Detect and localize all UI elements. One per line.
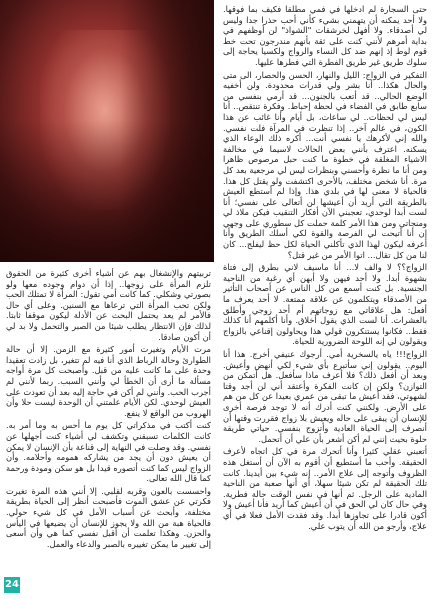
paragraph: واحسست بالعون وقربه لقلبي. إلا أنني هذه المرة تغيرت فكرتي عن عشق الموت فأصبحت أنظر إلى الحياة بطريقة مختلفة، وأبحث عن أسباب الأمل في كل شيء حولي. فالحياة هبة من الله ولا يجوز للإنسان أن يضيعها في اليأس والحزن. وهكذا تعلمت أن أقبل نفسي كما هي وأن أسعى إلى تغيير ما يمكن تغييره بالصبر والدعاء والعمل.	[6, 485, 211, 549]
paragraph: أتعبني عقلي كثيرا وأنا أتحرك مرة في كل اتجاه لأعرف الحقيقة. وأحب ما أستطيع أن أقوم به الآن أن أستغل هذه الظروف وأتوجه إلى علاج الأمر.. إنه شيء بين أيدينا. كانت تلك الحقيقة لم تكن شيئا سهلا، أي أنها صعبة من الناحية المادية على الرجل. ثم أنها في نفس الوقت حالة فطرية. وفي حال كان لي الحق في أن أعيش كما أريد فأنا أعيش ولا أكون قادرا على تجاوزها أبدا. وقد فقدت الأمل فعلا في أي علاج، وأرجو من الله أن يتوب علي.	[223, 446, 427, 531]
paragraph: تربيتهم والإنشغال بهم عن أشياء أخرى كثيرة من الحقوق تلزم المرأة على زوجها.. إذا أن دوام وجوده معها ولو بصورتي وشكلي. كما كانت أمي تقول: المرأة لا تمتلك الحب ولكن تحب المرأة التي ترعاها مع السنين. وعلى أي حال فالأمر لم يعد يحتمل البحث عن الأدلة ليكون موقفا ثابتا. لذلك فإن الانتظار يطلب شيئا من الصبر والتحمل ولا بد لي أن أكون صادقا.	[6, 268, 211, 342]
paragraph: كنت أكتب في مذكراتي كل يوم ما أحس به وما أمر به. كانت الكلمات تسبقني وتكشف لي أشياء كنت أجهلها عن نفسي. وقد وصلت في النهاية إلى قناعة بأن الإنسان لا يمكن أن يعيش دون أن يجد من يشاركه همومه وأحلامه. وأن الزواج ليس كما كنت أتصوره قيدا بل هو سكن ومودة ورحمة كما قال الله تعالى.	[6, 420, 211, 484]
paragraph: حتى السجارة لم ادخلها في فمي مطلقا فكيف بما فوقها. ولا أحد يمكنه أن يتهمني بشيء كأني أحب حذرا جدا وليس لي أصدقاء. ولا أفهل لخرشقات "الشواذ" لن أوظفهم في بداية أمرهم لأنني كنت على ثقة بأنهم مندرجون تحت خط قوم لوط إذ إنهم ضد كل النساء والرواج ولكسيا يحاجة إلى سلوك طريق غير طريق الفطرة التي فطرها عليها.	[223, 4, 427, 67]
article-photo	[0, 0, 214, 262]
article-column-right	[223, 4, 427, 578]
page-number: 24	[4, 577, 20, 593]
photo-shadow-bottom	[0, 120, 214, 262]
paragraph: التفكير في الزواج: الليل والنهار، الحسن والحصار، الى متى والحال هكذا.. أنا بشر ولي قدرات محدودة. ولن أخفيه الوضع الحالي.. قد أتعب بالجنون... قد أرمي بنفسي من سابع طابق في الفضاء في لحظة إحباط. وفكرة تنتقص.. أنا ليس لي لحظات.. لي ساعات، بل أيام وأنا غائب عن هذا الكون، في عالم آخر.. إذا تنظرت في المرآة فلت نفسي. والله إني لأكرهك يا نفسي أنت... أكره ذلك الوعاء الذي يسكنه. اعترف بأنني بعض الحالات لاسيما في مخالفة الاشياء المغلقة في خطوة ما كنت حبل مرصوص ظاهرا ومن أنا ما نظرة وأحسني وبنظرات ليس لي مرجعية بعد كل مرة. أنا شخص مختلف، بالأحرى اكتشفت ولو يقتل كل هذا. فالحياة لا معنى لها في بلدي هذا. وإذا لم أستطع العيش بالطريقة التي أريد أن أعيشها لن أتعالى على نفسي؛ أنا لست أبدا لوحدي، تعجبني الآن أفكار التنقيب فيكن ملاذ لي ومنجاتي ومن هذا الأمر كلمة حملت كل سطوري على وجهي إن أنا أتيحت لي الفرصة والقوة لكي أسلك الطريق وأنا أعرفه ليكون لهذا الذي تأكلني الحياة لكل حظ ليفلج... كان لنا من كل تقال... اتوا الأمر من غير قتل؟	[223, 69, 427, 260]
paragraph: الزواج!!! ياه يالسخرية أمي. أرجوك عنيفي أخرج. هذا أنا اليوم.. يقولون إني سأتبرع بأي شيء لكي أنهض وأعيش. وبعد أن أفعل ذلك؟ فلا أعرف ماذا سأفعل. هل أتمكن من التوازن؟ ولكن إن كانت الفكرة وأعتقد أني لن أجد وقتا لشهوتي، فقد أعيش ما تبقى من عمري بعيدا عن كل من هم على الأرض. ولكنني كنت أدرك أنه لا توجد فرصة أخرى للإنسان أن يبقى على حاله ويعيش بلا زواج فقررت وقتها أن أنصرف إلى الحياة العادية وأتزوج بنفسي. حياتي طريقة حلوة بحيث إنني لم أكن أشعر بأن علي أن أتحمل.	[223, 349, 427, 444]
paragraph: مرت الأيام وتغيرت أمور كثيرة مع الزمن. إلا أن حالة الطوارئ وحالة الرباط الذي أنا فيه لم تتغير، بل زادت تعقيدا وحدة على ما كانت عليه من قبل. وأصبحت كل مرة أواجه مسألة ما أرى أن الخطأ لي وأنني السبب. ربما لأنني لم أجرب الحب. وأنني لم أكن في حاجة إليه بعد أن تعودت على العيش لوحدي. لكن الأيام علمتني أن الوحدة ليست حلا وأن الهروب من الواقع لا ينفع.	[6, 344, 211, 418]
article-column-left	[6, 268, 211, 580]
paragraph: الزواج؟؟ لا والف لا... أنا ماسيف لاني بطرق إلى فتاة بشهوة أبدا. ولا أحد فيهن ولا أبهن أي رغبة من الناحية الجنسية. بل كنت أسمع من كل الناس عن أصحاب التأثير من الأصدقاء ويتكلمون عن علاقة ممتعة. لا أحد يعرف ما أفعل: هل علاقاتي مع زوجاتهم أم أحد زوجي وأطلق بالعشرات. أنا لست الذي يقول أخلاق. وأنا أكلمهم أنا كذلك فقط.. فكانوا يستنكرون قولي هذا ويحاولون إقناعي بالزواج ويقولون لي إنه اللوحة الضرورية للحياة.	[223, 262, 427, 347]
